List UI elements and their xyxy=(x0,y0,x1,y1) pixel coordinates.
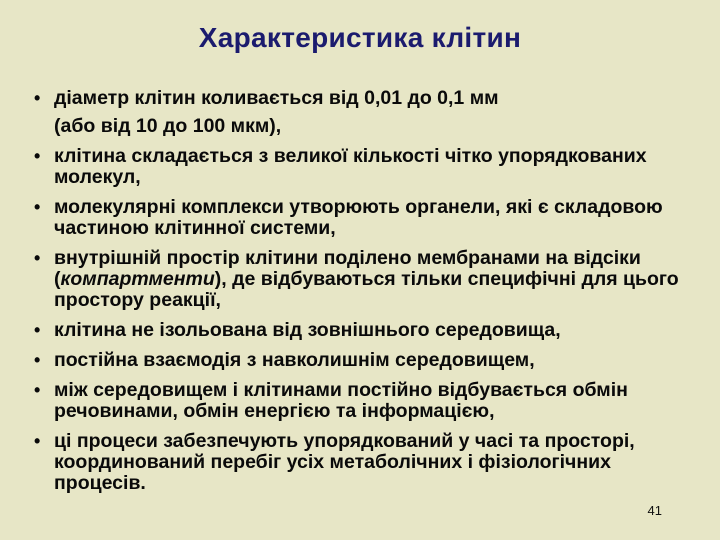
item-text: (або від 10 до 100 мкм), xyxy=(54,115,282,137)
list-item xyxy=(34,88,694,109)
bullet-icon: • xyxy=(34,146,41,166)
list-item-continuation xyxy=(34,116,694,137)
item-text: молекулярні комплекси утворюють органели, які є складовою частиною клітинної системи, xyxy=(54,196,663,239)
item-text: постійна взаємодія з навколишнім середовищем, xyxy=(54,349,535,371)
bullet-icon: • xyxy=(34,350,41,370)
item-text: клітина не ізольована від зовнішнього середовища, xyxy=(54,319,561,341)
list-item xyxy=(34,146,694,188)
list-item xyxy=(34,320,694,341)
item-emphasis: компартменти xyxy=(60,268,215,290)
bullet-icon: • xyxy=(34,88,41,108)
bullet-icon: • xyxy=(34,380,41,400)
item-text: діаметр клітин коливається від 0,01 до 0,1 мм xyxy=(54,87,499,109)
list-item xyxy=(34,380,694,422)
list-item xyxy=(34,431,694,494)
item-text: між середовищем і клітинами постійно відбувається обмін речовинами, обмін енергією та інформацією, xyxy=(54,379,628,422)
bullet-icon: • xyxy=(34,431,41,451)
item-text: клітина складається з великої кількості чітко упорядкованих молекул, xyxy=(54,145,647,188)
slide-title: Характеристика клітин xyxy=(198,22,522,53)
bullet-icon: • xyxy=(34,197,41,217)
item-text-before: внутрішній простір клітини поділено мембранами на відсіки ( xyxy=(54,247,641,290)
item-text-after: ), де відбуваються тільки специфічні для цього простору реакції, xyxy=(54,268,679,311)
list-item xyxy=(34,197,694,239)
list-item xyxy=(34,248,694,311)
bullet-list xyxy=(34,88,694,503)
list-item xyxy=(34,350,694,371)
bullet-icon: • xyxy=(34,248,41,268)
page-number: 41 xyxy=(647,503,662,518)
item-text: ці процеси забезпечують упорядкований у часі та просторі, координований перебіг усіх метаболічних і фізіологічних процесів. xyxy=(54,430,635,494)
bullet-icon: • xyxy=(34,320,41,340)
